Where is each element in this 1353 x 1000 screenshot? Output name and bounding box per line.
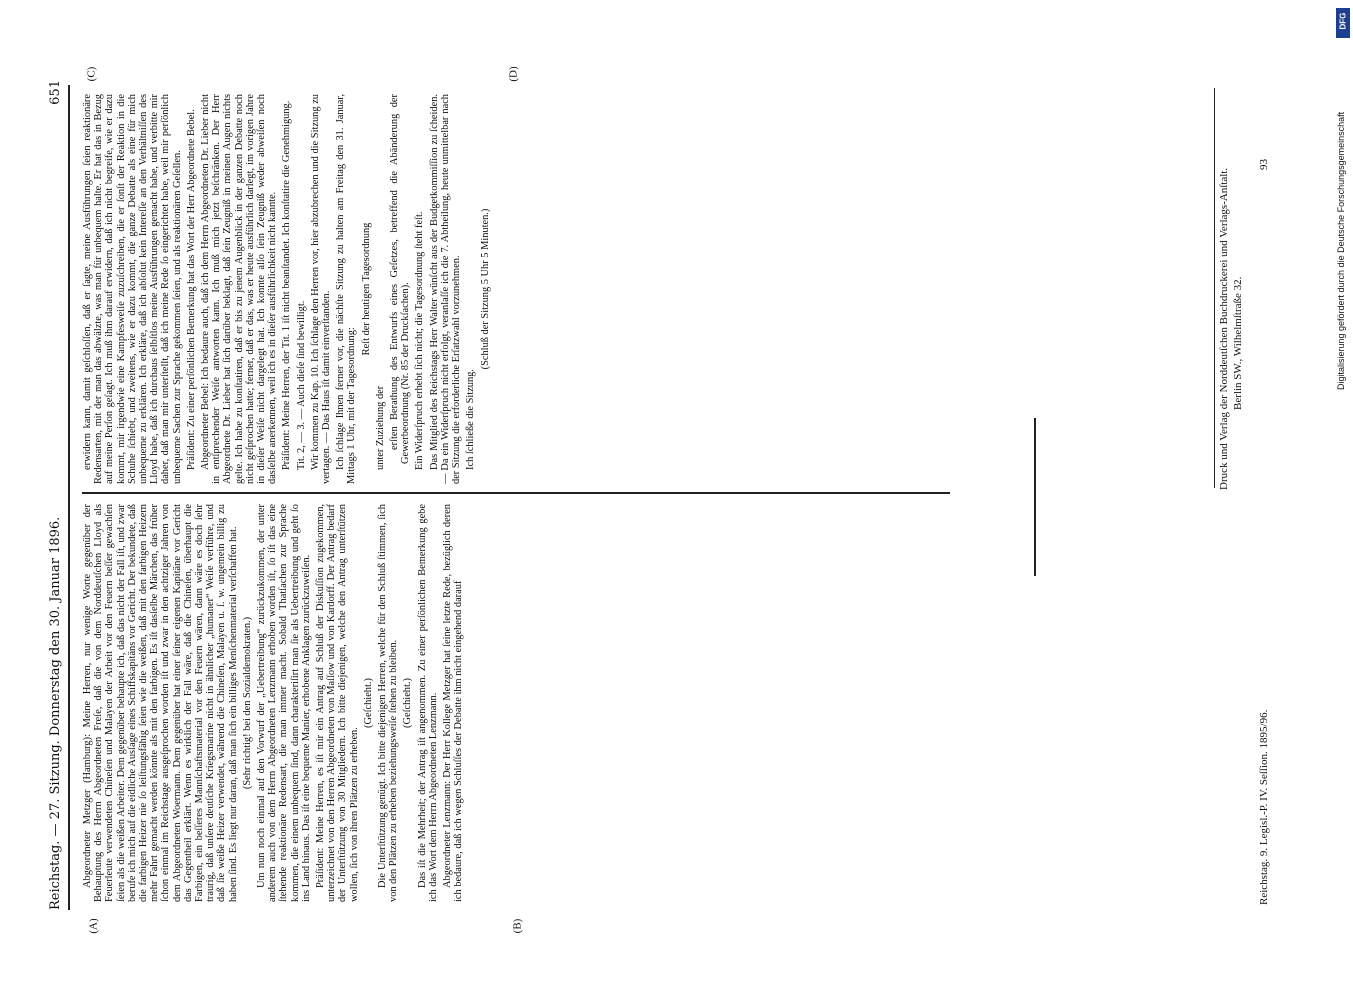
footer-rule <box>1214 88 1215 488</box>
paragraph: Abgeordneter Bebel: Ich bedaure auch, daß ich dem Herrn Abgeordneten Dr. Lieber nicht in entſprechender Weiſe antworten kann. Ich muß mich jetzt beſchränken. Der Herr Abgeordnete Dr. Lieber hat ſich darüber beklagt, daß ſein Zeugniß in meinen Augen nichts gelte. Ich habe zu konſtatiren, daß er bis zu jenem Augenblick in der ganzen Debatte noch nicht geſprochen hatte; ferner, daß er das, was er heute ausführlich darlegt, im vorigen Jahre in dieſer Weiſe nicht dargelegt hat. Ich konnte alſo ſein Zeugniß weder abweiſen noch dasſelbe anerkennen, weil ich es in dieſer ausführlichkeit nicht kannte. <box>200 94 279 484</box>
agenda-item: Reſt der heutigen Tagesordnung <box>360 222 372 356</box>
paragraph: Die Unterſtützung genügt. Ich bitte diejenigen Herren, welche für den Schluß ſtimmen, ſich von den Plätzen zu erheben beziehungsweiſe ſtehen zu bleiben. <box>377 504 400 902</box>
paragraph: Ich ſchlage Ihnen ferner vor, die nächſte Sitzung zu halten am Freitag den 31. Januar, Mittags 1 Uhr, mit der Tagesordnung: <box>335 94 358 484</box>
header-rule <box>68 85 70 910</box>
paragraph: Ich ſchließe die Sitzung. <box>465 369 477 470</box>
page-number: 651 <box>48 80 63 105</box>
margin-letter-d: (D) <box>507 66 520 82</box>
paragraph: Das iſt die Mehrheit; der Antrag iſt angenommen. Zu einer perſönlichen Bemerkung gebe ich das Wort dem Herrn Abgeordneten Lenzmann. <box>416 504 439 902</box>
margin-letter-b: (B) <box>511 918 524 934</box>
dfg-logo-icon: DFG <box>1336 8 1350 38</box>
page-header <box>48 80 63 910</box>
paragraph: Tit. 2, — 3. — Auch dieſe ſind bewilligt. <box>295 300 307 470</box>
left-column <box>82 504 942 902</box>
column-divider <box>82 492 950 494</box>
footer-session: Reichstag. 9. Legisl.-P. IV. Seſſion. 1895/96. <box>1258 709 1270 905</box>
digitization-note: Digitalisierung gefördert durch die Deutsche Forschungsgemeinschaft <box>1336 111 1346 390</box>
paragraph: Präſident: Meine Herren, es iſt mir ein Antrag auf Schluß der Diskuſſion zugekommen, unterzeichnet von den Herren Abgeordneten von Maſſow und von Kardorff. Der Antrag bedarf der Unterſtützung von 30 Mitgliedern. Ich bitte diejenigen, welche den Antrag unterſtützen wollen, ſich von ihren Plätzen zu erheben. <box>315 504 360 902</box>
paragraph: Präſident: Meine Herren, der Tit. 1 iſt nicht beanſtandet. Ich konſtatire die Genehmigung. <box>281 100 293 470</box>
closing-note: (Schluß der Sitzung 5 Uhr 5 Minuten.) <box>479 208 491 370</box>
margin-letter-a: (A) <box>87 918 100 934</box>
paragraph: unter Zuziehung der <box>374 385 386 470</box>
paragraph: Wir kommen zu Kap. 10. Ich ſchlage den Herren vor, hier abzubrechen und die Sitzung zu vertagen. — Das Haus iſt damit einverſtanden. <box>309 94 333 484</box>
interjection: (Sehr richtig! bei den Sozialdemokraten.) <box>241 616 253 790</box>
running-title: Reichstag. — 27. Sitzung. Donnerstag den 30. Januar 1896. <box>48 516 63 910</box>
right-column <box>82 94 952 484</box>
interjection: (Geſchieht.) <box>362 678 374 728</box>
agenda-item: erſten Berathung des Entwurfs eines Geſetzes, betreffend die Abänderung der Gewerbeordnung (Nr. 85 der Druckſachen). <box>389 94 412 464</box>
paragraph: erwidern kann, damit geſchloſſen, daß er ſagte, meine Ausführungen ſeien reaktionäre Redensarten, mit der man das abwälzte, was man für unbequem halte. Er hat das in Bezug auf meine Perſon geſagt. Ich muß ihm darauf erwidern, daß ich nicht begreife, wie er dazu kommt, mir irgendwie eine Kampfesweiſe zuzuſchreiben, die er ſonſt der Reaktion in die Schuhe ſchiebt, und zweitens, wie er dazu kommt, die ganze Debatte als eine für mich unbequeme zu erklären. Ich erkläre, daß ich abſolut kein Intereſſe an den Verhältniſſen des Lloyd habe, daß ich durchaus ſelbſtlos meine Ausführungen gemacht habe, und verbitte mir daher, daß man mir unterſtellt, daß ich meine Rede ſo eingerichtet habe, weil mir perſönlich unbequeme Sachen zur Sprache gekommen ſeien, und als reaktionären Geſellen. <box>82 94 183 484</box>
margin-letter-c: (C) <box>85 66 98 82</box>
paragraph: Abgeordneter Metzger (Hamburg): Meine Herren, nur wenige Worte gegenüber der Behauptung des Herrn Abgeordneten Freſe, daß die von dem Norddeutſchen Lloyd als Feuerleute verwendeten Chineſen und Malayen der Arbeit vor den Feuern beſſer gewachſen ſeien als die weißen Arbeiter. Dem gegenüber behaupte ich, daß das nicht der Fall iſt, und zwar berufe ich mich auf die eidliche Ausſage eines Schiffskapitäns vor Gericht. Der bekundete, daß die farbigen Heizer nie ſo leiſtungsfähig ſeien wie die weißen, daß mit den farbigen Heizern mehr Fahrt gemacht werden könnte als mit den farbigen. Es iſt dasſelbe Märchen, das früher ſchon einmal im Reichstage ausgeſprochen worden iſt und zwar in den achtziger Jahren von dem Abgeordneten Woermann. Dem gegenüber hat einer ſeiner eigenen Kapitäne vor Gericht das Gegentheil erklärt. Wenn es wirklich der Fall wäre, daß die Chineſen, überhaupt die Farbigen, ein beſſeres Mannſchaftsmaterial vor den Feuern wären, dann wäre es doch ſehr traurig, daß unſere deutſche Kriegsmarine nicht in ähnlicher „humaner“ Weiſe verführe, und daß ſie weiße Heizer verwendet, während die Chineſen, Malayen u. ſ. w. ungemein billig zu haben ſind. Es liegt nur daran, daß man ſich ein billiges Menſchenmaterial verſchaffen hat. <box>82 504 239 902</box>
paragraph: Abgeordneter Lenzmann: Der Herr Kollege Metzger hat ſeine letzte Rede, bezüglich deren ich bedaure, daß ich wegen Schluſſes der Debatte ihm nicht eingehend darauf <box>442 504 465 902</box>
end-rule <box>1034 418 1036 576</box>
sheet-number: 93 <box>1258 159 1270 170</box>
paragraph: Ein Widerſpruch erhebt ſich nicht; die Tagesordnung ſteht feſt. <box>414 211 426 470</box>
paragraph: Das Mitglied des Reichstags Herr Walter wünſcht aus der Budgetkommiſſion zu ſcheiden. — Da ein Widerſpruch nicht erfolgt, veranlaſſe ich die 7. Abtheilung, heute unmittelbar nach der Sitzung die erforderliche Erſatzwahl vorzunehmen. <box>428 94 463 484</box>
footer-printer-line2: Berlin SW., Wilhelmſtraße 32. <box>1232 276 1244 410</box>
paragraph: Um nun noch einmal auf den Vorwurf der „Uebertreibung“ zurückzukommen, der unter anderem auch von dem Herrn Abgeordneten Lenzmann erhoben worden iſt, ſo iſt das eine ſtehende reaktionäre Redensart, die man immer macht. Sobald Thatſachen zur Sprache kommen, die einem unbequem ſind, dann charakteriſirt man ſie als Uebertreibung und geht ſo ins Land hinaus. Das iſt eine bequeme Manier, erhobene Anklagen zurückzuweiſen. <box>256 504 312 902</box>
footer-printer-line1: Druck und Verlag der Norddeutſchen Buchdruckerei und Verlags-Anſtalt. <box>1218 167 1230 490</box>
interjection: (Geſchieht.) <box>402 678 414 728</box>
paragraph: Präſident: Zu einer perſönlichen Bemerkung hat das Wort der Herr Abgeordnete Bebel. <box>185 109 197 470</box>
